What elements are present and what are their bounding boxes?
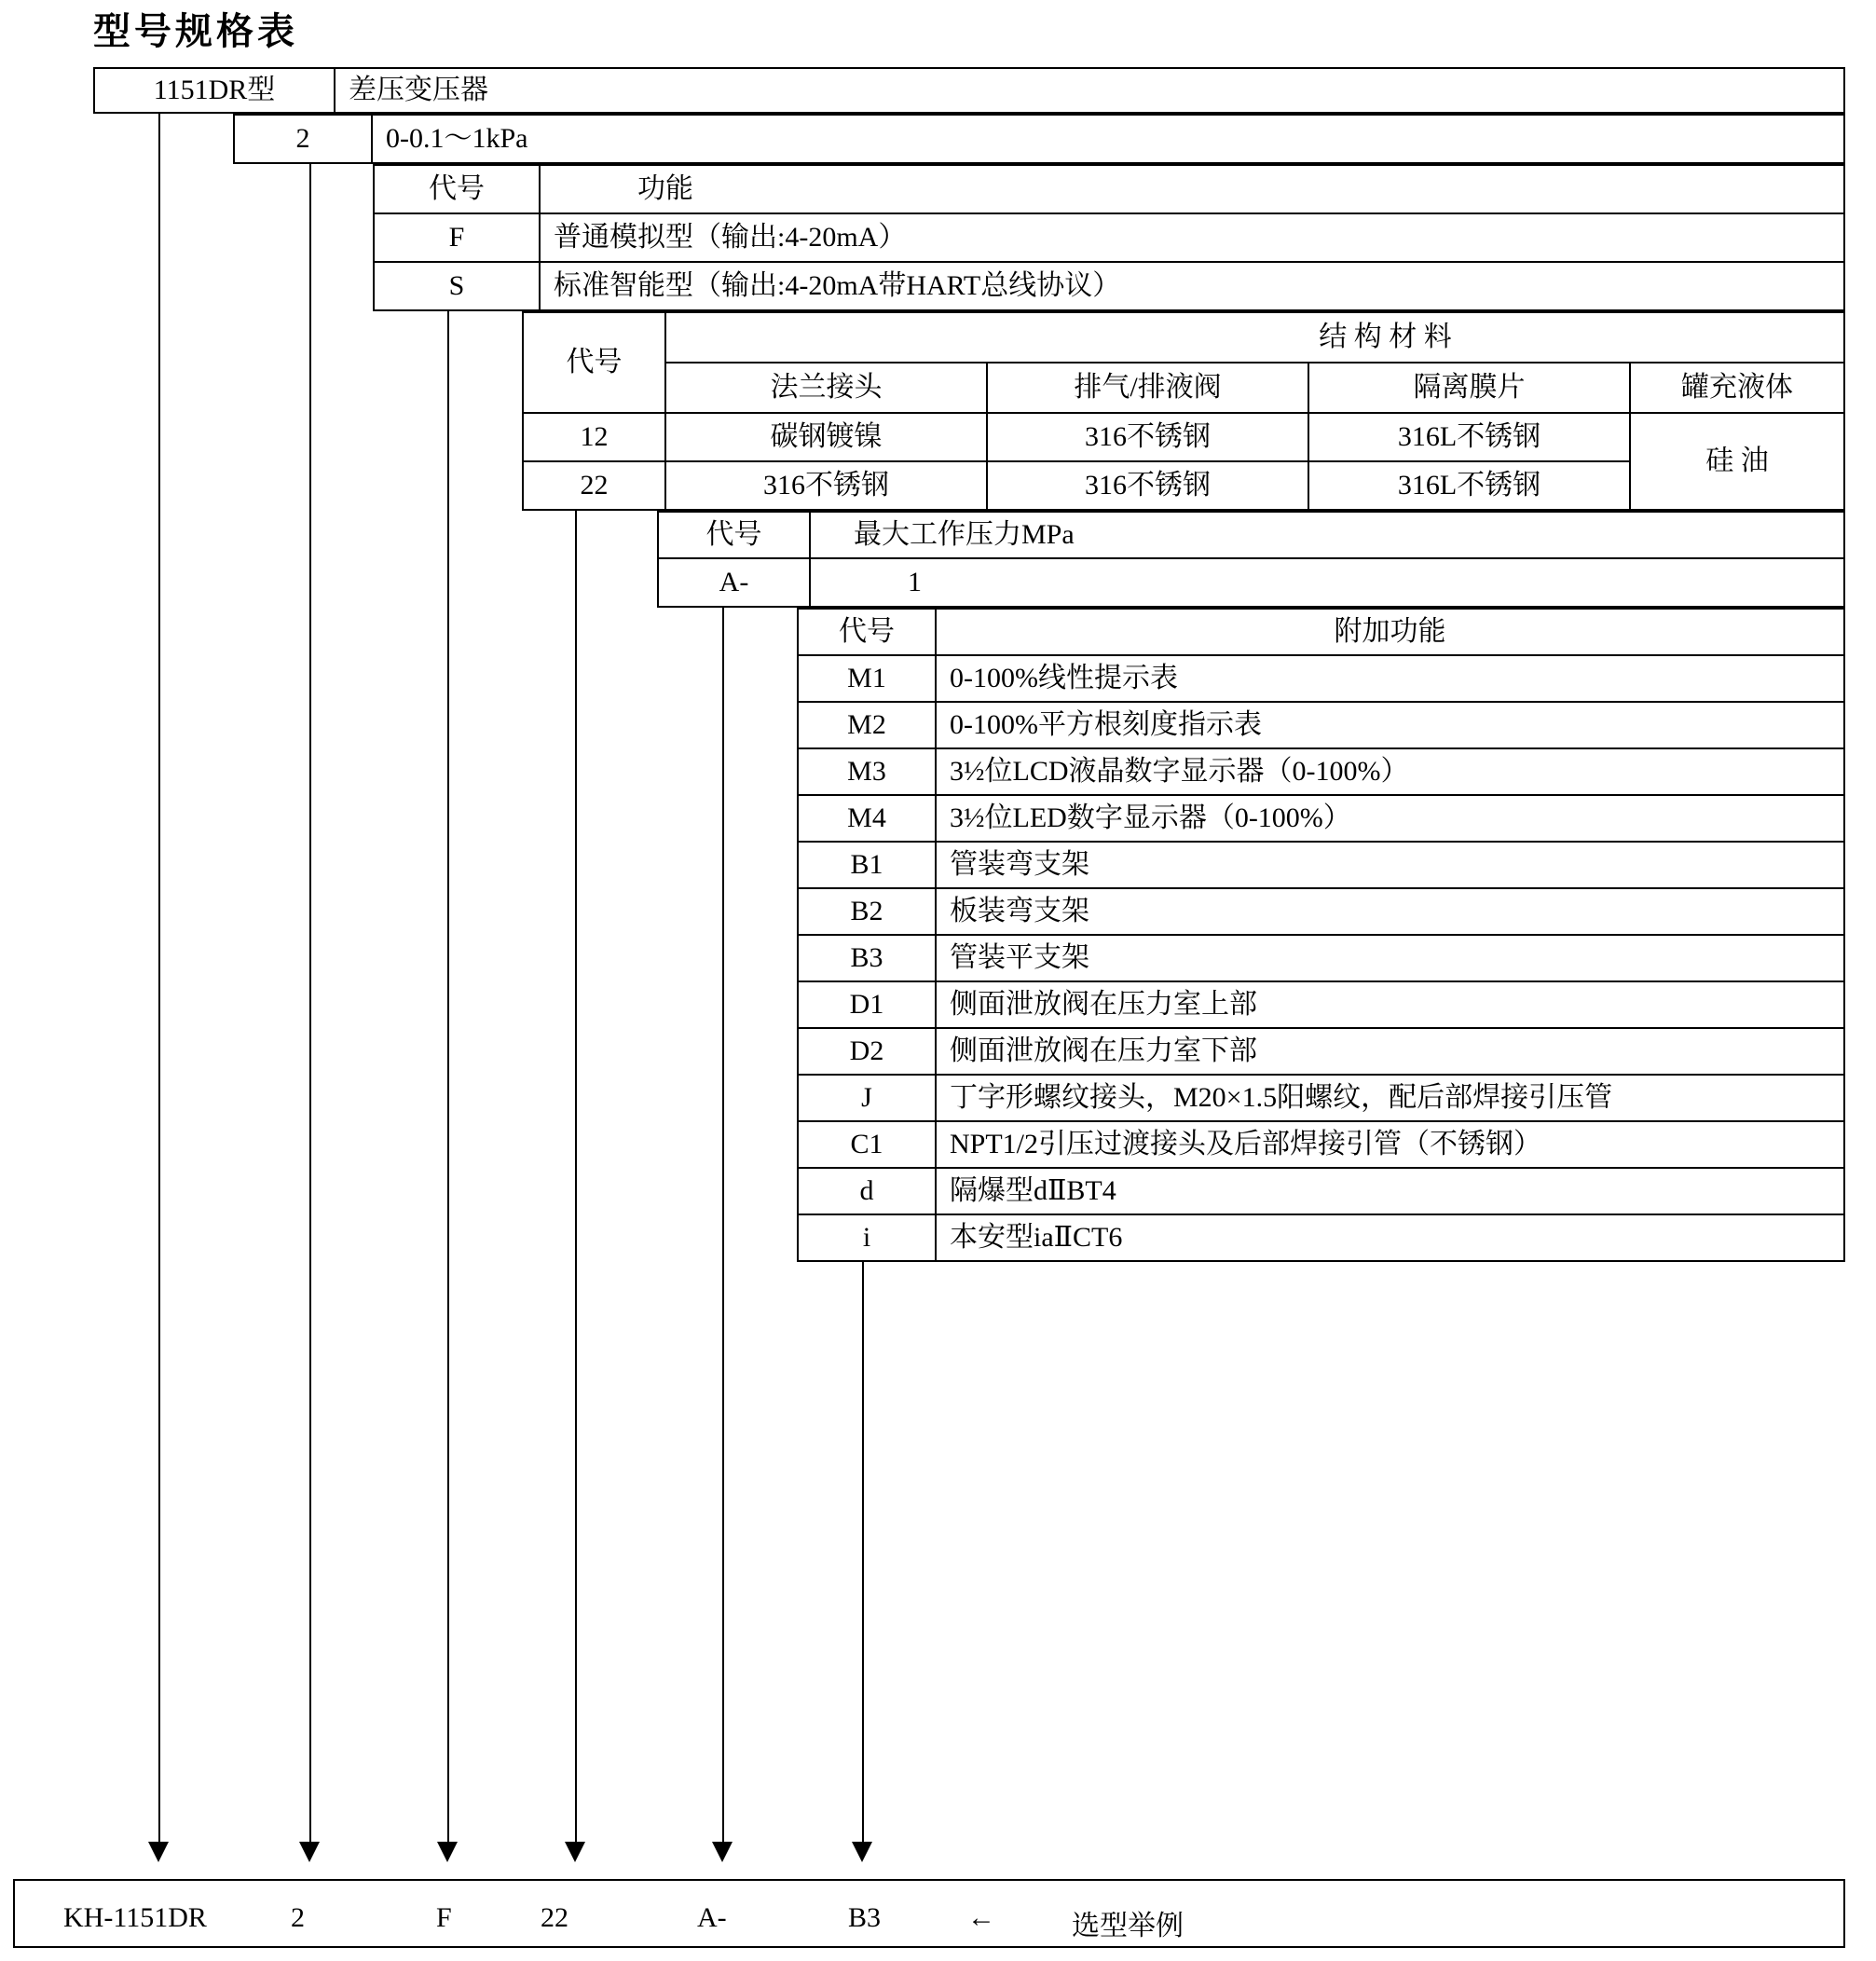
extra-code-text: B1 bbox=[850, 849, 883, 880]
pressure-row-code-0 bbox=[657, 559, 811, 608]
example-arrow bbox=[967, 1902, 995, 1934]
example-part-1 bbox=[291, 1902, 305, 1934]
range-code-text: 2 bbox=[295, 123, 310, 154]
material-cell-text: 碳钢镀镍 bbox=[770, 421, 883, 452]
material-row-diaphragm-0 bbox=[1309, 414, 1631, 462]
extra-desc-text: 侧面泄放阀在压力室下部 bbox=[950, 1035, 1257, 1066]
arrow-down-icon bbox=[437, 1842, 458, 1862]
extra-row-code bbox=[797, 1076, 937, 1122]
extra-code-text: M2 bbox=[847, 709, 886, 740]
example-part-text: A- bbox=[697, 1902, 727, 1933]
function-header-name-text: 功能 bbox=[637, 173, 693, 204]
extra-desc-text: 管装弯支架 bbox=[950, 849, 1089, 880]
arrow-down-icon bbox=[299, 1842, 320, 1862]
extra-desc-text: 0-100%平方根刻度指示表 bbox=[950, 709, 1262, 740]
material-col-diaphragm bbox=[1309, 363, 1631, 414]
extra-row-desc bbox=[937, 796, 1845, 843]
material-row-flange-0 bbox=[666, 414, 988, 462]
material-group-header bbox=[666, 311, 1845, 363]
example-part-text: KH-1151DR bbox=[63, 1902, 207, 1933]
example-part-0 bbox=[63, 1902, 207, 1934]
extra-row-desc bbox=[937, 656, 1845, 703]
extra-row-code bbox=[797, 656, 937, 703]
extra-row-desc bbox=[937, 843, 1845, 889]
example-part-4 bbox=[697, 1902, 727, 1934]
connector-line-range bbox=[309, 164, 311, 1847]
material-row-code-0 bbox=[522, 414, 666, 462]
function-header-code-text: 代号 bbox=[429, 173, 485, 204]
extra-desc-text: 侧面泄放阀在压力室上部 bbox=[950, 989, 1257, 1020]
extra-header-code bbox=[797, 608, 937, 656]
range-code-cell bbox=[233, 114, 373, 164]
example-part-text: 2 bbox=[291, 1902, 305, 1933]
material-row-code-1 bbox=[522, 462, 666, 511]
extra-desc-text: 板装弯支架 bbox=[950, 896, 1089, 926]
extra-row-code bbox=[797, 749, 937, 796]
page-title: 型号规格表 bbox=[93, 11, 298, 52]
example-part-text: 22 bbox=[541, 1902, 568, 1933]
extra-row-code bbox=[797, 936, 937, 982]
extra-code-text: J bbox=[861, 1082, 872, 1113]
material-cell-text: 316L不锈钢 bbox=[1397, 470, 1541, 501]
extra-row-desc bbox=[937, 936, 1845, 982]
extra-row-code bbox=[797, 1215, 937, 1262]
extra-row-code bbox=[797, 982, 937, 1029]
extra-row-code bbox=[797, 796, 937, 843]
extra-desc-text: 管装平支架 bbox=[950, 942, 1089, 973]
material-row-valve-0 bbox=[988, 414, 1309, 462]
extra-desc-text: 0-100%线性提示表 bbox=[950, 663, 1178, 693]
extra-header-code-text: 代号 bbox=[839, 616, 895, 647]
material-cell-text: 316不锈钢 bbox=[1085, 421, 1211, 452]
extra-header-name-text: 附加功能 bbox=[1334, 616, 1446, 647]
function-row-code-1 bbox=[373, 263, 541, 311]
arrow-down-icon bbox=[148, 1842, 169, 1862]
example-part-text: B3 bbox=[848, 1902, 882, 1933]
extra-row-code bbox=[797, 843, 937, 889]
pressure-header-code bbox=[657, 511, 811, 559]
material-col-valve bbox=[988, 363, 1309, 414]
example-bar bbox=[13, 1879, 1845, 1948]
example-label bbox=[1072, 1902, 1184, 1943]
material-cell-text: 316不锈钢 bbox=[1085, 470, 1211, 501]
extra-row-code bbox=[797, 1029, 937, 1076]
extra-row-desc bbox=[937, 703, 1845, 749]
extra-row-code bbox=[797, 703, 937, 749]
model-name-cell bbox=[335, 67, 1845, 114]
material-col-text: 法兰接头 bbox=[770, 372, 883, 403]
extra-code-text: B3 bbox=[850, 942, 883, 973]
extra-code-text: M3 bbox=[847, 756, 886, 787]
extra-code-text: B2 bbox=[850, 896, 883, 926]
material-row-diaphragm-1 bbox=[1309, 462, 1631, 511]
material-col-text: 隔离膜片 bbox=[1413, 372, 1526, 403]
function-code-text: S bbox=[448, 270, 465, 301]
function-header-code bbox=[373, 164, 541, 214]
extra-row-code bbox=[797, 889, 937, 936]
extra-row-desc bbox=[937, 1169, 1845, 1215]
material-header-code bbox=[522, 311, 666, 414]
extra-code-text: C1 bbox=[850, 1129, 883, 1159]
material-col-fill bbox=[1631, 363, 1845, 414]
pressure-code-text: A- bbox=[719, 567, 749, 597]
extra-desc-text: NPT1/2引压过渡接头及后部焊接引管（不锈钢） bbox=[950, 1129, 1542, 1159]
connector-line-pressure bbox=[722, 608, 724, 1847]
material-cell-text: 316不锈钢 bbox=[763, 470, 889, 501]
model-code-cell bbox=[93, 67, 335, 114]
extra-row-desc bbox=[937, 749, 1845, 796]
extra-desc-text: 本安型iaⅡCT6 bbox=[950, 1222, 1123, 1253]
extra-row-code bbox=[797, 1169, 937, 1215]
left-arrow-icon: ← bbox=[967, 1902, 995, 1933]
pressure-header-code-text: 代号 bbox=[705, 519, 762, 550]
material-fill-fluid bbox=[1631, 414, 1845, 511]
function-header-name bbox=[541, 164, 1845, 214]
extra-code-text: d bbox=[859, 1175, 874, 1206]
extra-code-text: M4 bbox=[847, 802, 886, 833]
example-part-2 bbox=[436, 1902, 452, 1934]
material-fill-text: 硅 油 bbox=[1705, 446, 1769, 476]
extra-header-name bbox=[937, 608, 1845, 656]
arrow-down-icon bbox=[852, 1842, 872, 1862]
model-code-text: 1151DR型 bbox=[153, 75, 276, 105]
example-part-text: F bbox=[436, 1902, 452, 1933]
example-label-text: 选型举例 bbox=[1072, 1911, 1184, 1941]
pressure-value-text: 1 bbox=[908, 567, 922, 597]
extra-desc-text: 3½位LCD液晶数字显示器（0-100%） bbox=[950, 756, 1409, 787]
extra-row-code bbox=[797, 1122, 937, 1169]
range-value-text: 0-0.1～1kPa bbox=[386, 123, 528, 154]
extra-code-text: D2 bbox=[849, 1035, 884, 1066]
connector-line-model bbox=[158, 114, 160, 1847]
extra-desc-text: 丁字形螺纹接头，M20×1.5阳螺纹，配后部焊接引压管 bbox=[950, 1082, 1613, 1113]
material-col-text: 排气/排液阀 bbox=[1074, 372, 1222, 403]
example-part-3 bbox=[541, 1902, 568, 1934]
material-row-flange-1 bbox=[666, 462, 988, 511]
connector-line-function bbox=[447, 311, 449, 1847]
extra-code-text: i bbox=[862, 1222, 871, 1253]
connector-line-material bbox=[575, 511, 577, 1847]
material-col-flange bbox=[666, 363, 988, 414]
material-cell-text: 316L不锈钢 bbox=[1397, 421, 1541, 452]
pressure-header-name-text: 最大工作压力MPa bbox=[854, 519, 1075, 550]
extra-desc-text: 3½位LED数字显示器（0-100%） bbox=[950, 802, 1351, 833]
material-row-valve-1 bbox=[988, 462, 1309, 511]
example-part-5 bbox=[848, 1902, 881, 1934]
extra-code-text: D1 bbox=[849, 989, 884, 1020]
extra-row-desc bbox=[937, 1076, 1845, 1122]
pressure-header-name bbox=[811, 511, 1845, 559]
function-code-text: F bbox=[448, 222, 465, 253]
arrow-down-icon bbox=[565, 1842, 585, 1862]
extra-row-desc bbox=[937, 982, 1845, 1029]
extra-row-desc bbox=[937, 1122, 1845, 1169]
extra-desc-text: 隔爆型dⅡBT4 bbox=[950, 1175, 1116, 1206]
function-row-code-0 bbox=[373, 214, 541, 263]
model-name-text: 差压变压器 bbox=[349, 75, 488, 105]
material-header-code-text: 代号 bbox=[566, 347, 623, 377]
function-row-desc-1 bbox=[541, 263, 1845, 311]
material-code-text: 22 bbox=[580, 470, 609, 501]
material-col-text: 罐充液体 bbox=[1681, 372, 1793, 403]
extra-row-desc bbox=[937, 1215, 1845, 1262]
extra-code-text: M1 bbox=[847, 663, 886, 693]
arrow-down-icon bbox=[712, 1842, 733, 1862]
function-desc-text: 标准智能型（输出:4-20mA带HART总线协议） bbox=[554, 270, 1121, 301]
range-value-cell bbox=[373, 114, 1845, 164]
material-group-header-text: 结 构 材 料 bbox=[1319, 322, 1452, 352]
pressure-row-value-0 bbox=[811, 559, 1845, 608]
connector-line-extra bbox=[862, 1262, 864, 1847]
function-row-desc-0 bbox=[541, 214, 1845, 263]
extra-row-desc bbox=[937, 1029, 1845, 1076]
function-desc-text: 普通模拟型（输出:4-20mA） bbox=[554, 222, 907, 253]
material-code-text: 12 bbox=[580, 421, 609, 452]
extra-row-desc bbox=[937, 889, 1845, 936]
